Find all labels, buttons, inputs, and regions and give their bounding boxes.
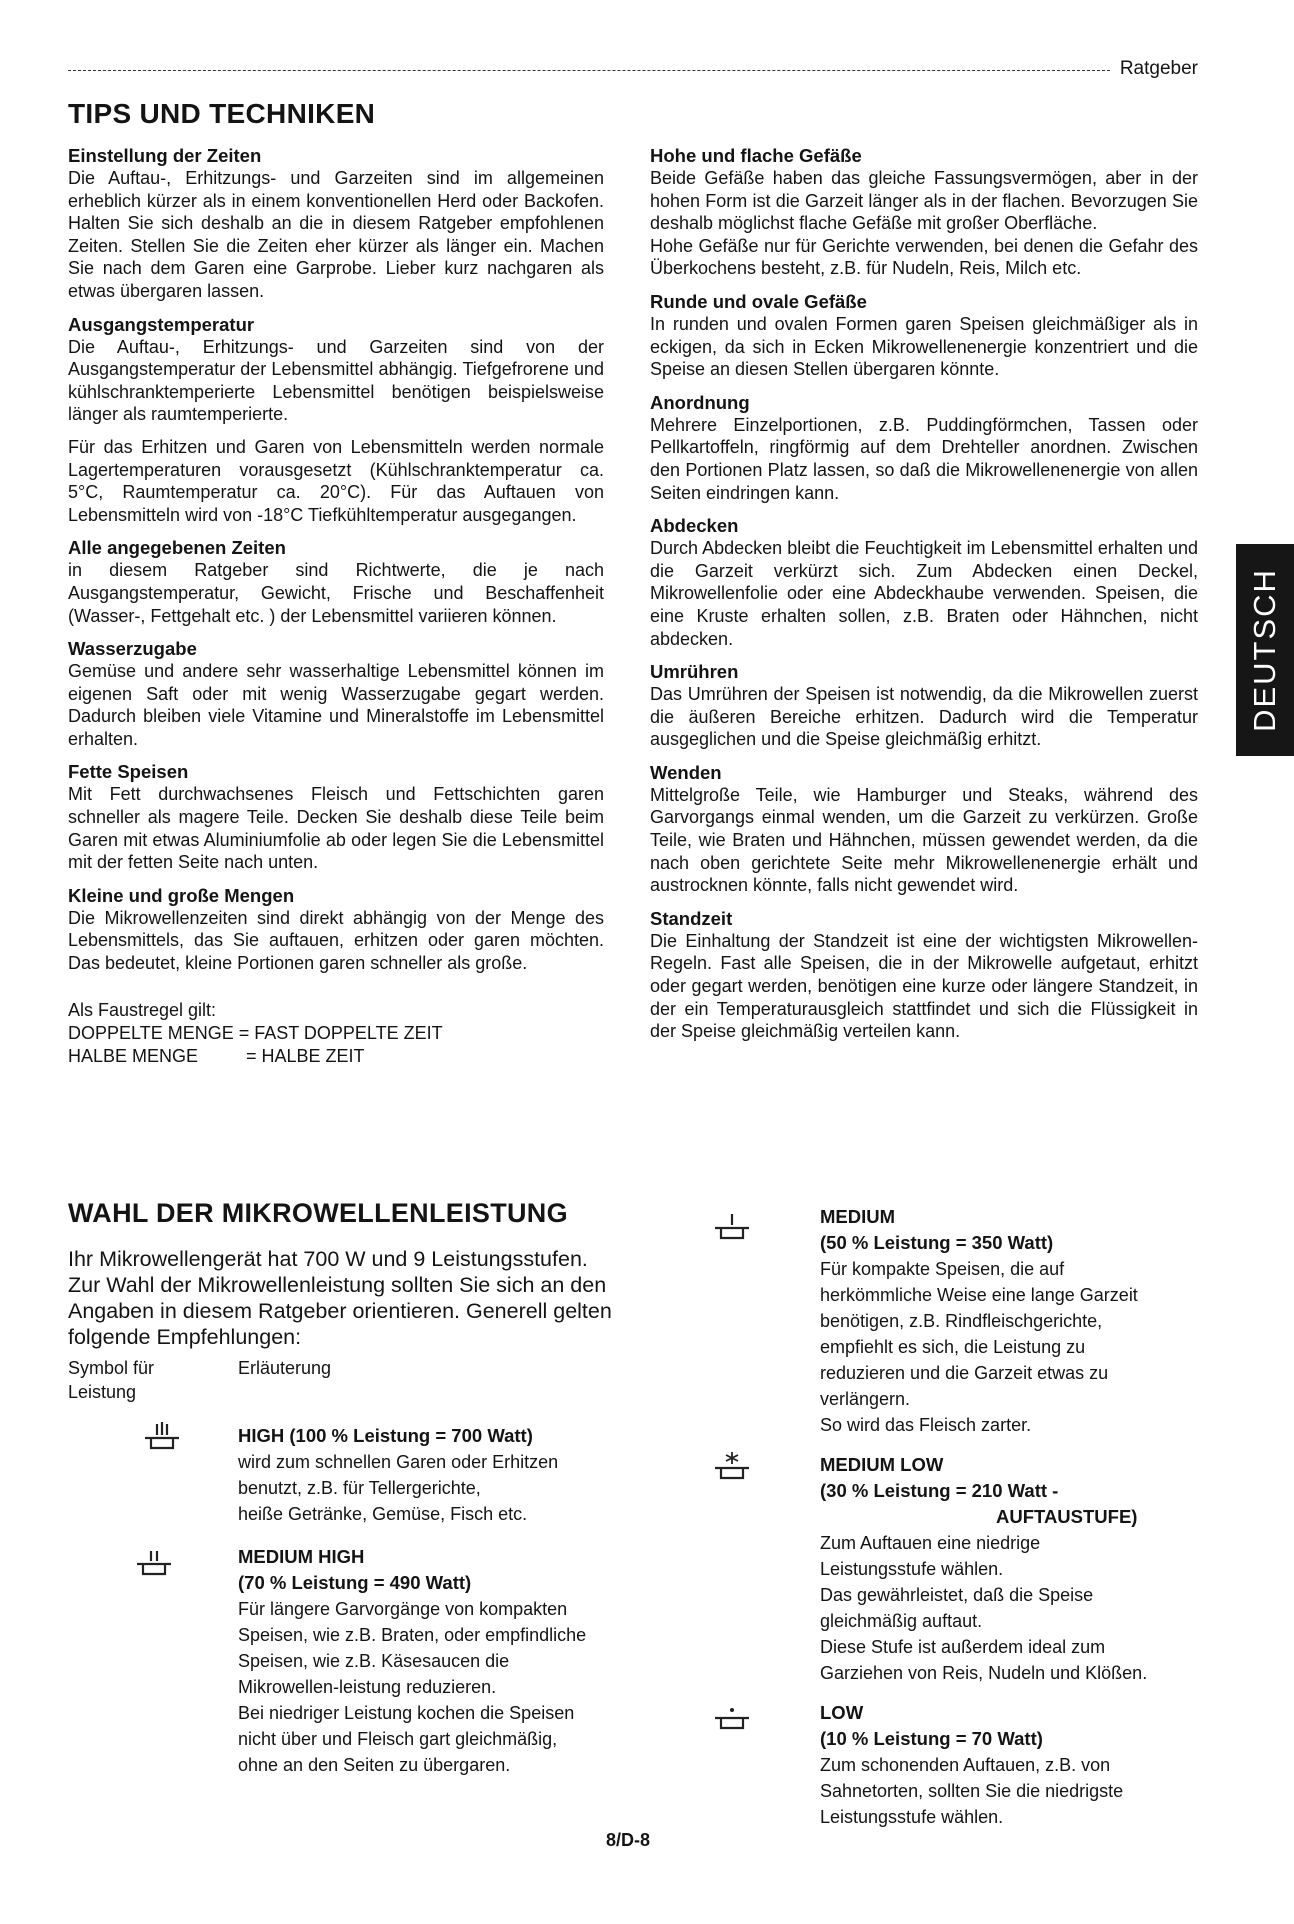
rule-intro: Als Faustregel gilt: <box>68 999 217 1020</box>
rule-line-left: HALBE MENGE <box>68 1045 199 1066</box>
tip-text: Die Auftau-, Erhitzungs- und Garzeiten sind von der Ausgangstemperatur der Lebensmittel abhängig. Tiefgefrorene und kühlschranktemperierte Lebensmittel benötigen beispielsweise länger als raumtemperierte. <box>68 336 604 425</box>
tip-heading: Umrühren <box>650 661 739 683</box>
level-title: HIGH (100 % Leistung = 700 Watt) <box>238 1425 533 1446</box>
tips-right-column <box>650 144 1198 1053</box>
language-tab <box>1236 544 1294 756</box>
level-line: So wird das Fleisch zarter. <box>820 1415 1032 1435</box>
tip-section <box>68 313 604 527</box>
tip-text: In runden und ovalen Formen garen Speisen gleichmäßiger als in eckigen, da sich in Ecken Mikrowellenenergie konzentriert und die Speise an diesen Stellen übergaren könnte. <box>650 313 1198 380</box>
tip-section <box>68 144 604 303</box>
power-level-medium <box>820 1204 1200 1438</box>
tip-heading: Hohe und flache Gefäße <box>650 145 862 166</box>
tip-heading: Wenden <box>650 761 722 783</box>
tip-text: Mit Fett durchwachsenes Fleisch und Fettschichten garen schneller als magere Teile. Decken Sie deshalb diese Teile beim Garen mit etwas Aluminiumfolie ab oder legen Sie die Lebensmittel mit der fetten Seite nach unten. <box>68 784 604 873</box>
defrost-power-icon <box>712 1448 752 1484</box>
power-level-high <box>238 1423 618 1527</box>
tip-text: Durch Abdecken bleibt die Feuchtigkeit im Lebensmittel erhalten und die Garzeit verkürzt sich. Zum Abdecken einen Deckel, Mikrowellenfolie oder eine Abdeckhaube verwenden. Speisen, die eine Kruste erhalten sollen, z.B. Braten oder Hähnchen, nicht abdecken. <box>650 538 1198 649</box>
tip-section <box>650 907 1198 1043</box>
tip-heading: Ausgangstemperatur <box>68 313 255 335</box>
header-rule <box>68 70 1110 71</box>
power-level-medium-high <box>238 1544 618 1778</box>
level-spec: (30 % Leistung = 210 Watt - <box>820 1480 1059 1501</box>
tip-section <box>650 761 1198 897</box>
level-line: verlängern. <box>820 1389 911 1409</box>
language-tab-label: DEUTSCH <box>1247 568 1282 732</box>
tip-text: Die Mikrowellenzeiten sind direkt abhängig von der Menge des Lebensmittels, das Sie auftauen, erhitzen oder garen möchten. Das bedeutet, kleine Portionen garen schneller als große. <box>68 907 604 974</box>
power-title: WAHL DER MIKROWELLENLEISTUNG <box>68 1198 568 1228</box>
power-level-medium-low <box>820 1452 1200 1686</box>
power-intro: Ihr Mikrowellengerät hat 700 W und 9 Leistungsstufen. Zur Wahl der Mikrowellenleistung sollten Sie sich an den Angaben in diesem Ratgeber orientieren. Generell gelten folgende Empfehlungen: <box>68 1247 612 1349</box>
rule-line-right: = HALBE ZEIT <box>246 1045 365 1066</box>
level-line: Zum schonenden Auftauen, z.B. von <box>820 1755 1111 1775</box>
tip-section <box>68 637 604 750</box>
tip-text: Hohe Gefäße nur für Gerichte verwenden, bei denen die Gefahr des Überkochens besteht, z.B. für Nudeln, Reis, Milch etc. <box>650 235 1198 279</box>
tip-heading: Runde und ovale Gefäße <box>650 290 867 312</box>
level-line: Speisen, wie z.B. Käsesaucen die <box>238 1651 510 1671</box>
level-line: herkömmliche Weise eine lange Garzeit <box>820 1285 1138 1305</box>
tips-left-column <box>68 144 604 1068</box>
tip-section <box>650 391 1198 504</box>
tip-text: in diesem Ratgeber sind Richtwerte, die je nach Ausgangstemperatur, Gewicht, Frische und Beschaffenheit (Wasser-, Fettgehalt etc. ) der Lebensmittel variieren können. <box>68 560 604 626</box>
tip-heading: Anordnung <box>650 391 750 413</box>
tip-text: Mittelgroße Teile, wie Hamburger und Steaks, während des Garvorgangs einmal wenden, um die Garzeit zu verkürzen. Große Teile, wie Braten und Hähnchen, müssen gewendet werden, da die nach oben gerichtete Seite mehr Mikrowellenenergie erhält und austrocknen könnte, falls nicht gewendet wird. <box>650 784 1198 896</box>
level-line: gleichmäßig auftaut. <box>820 1611 983 1631</box>
tip-section <box>650 290 1198 381</box>
tip-heading: Wasserzugabe <box>68 638 197 660</box>
tip-section <box>650 514 1198 650</box>
level-spec: (10 % Leistung = 70 Watt) <box>820 1728 1043 1749</box>
level-line: Diese Stufe ist außerdem ideal zum <box>820 1637 1106 1657</box>
level-line: Für längere Garvorgänge von kompakten <box>238 1599 568 1619</box>
section-label: Ratgeber <box>1119 58 1198 79</box>
tip-section <box>68 760 604 873</box>
tip-heading: Abdecken <box>650 515 739 537</box>
level-title: LOW <box>820 1702 864 1723</box>
tip-text: Für das Erhitzen und Garen von Lebensmitteln werden normale Lagertemperaturen vorausgesetzt (Kühlschranktemperatur ca. 5°C, Raumtemperatur ca. 20°C). Für das Auftauen von Lebensmitteln wird von -18°C Tiefkühltemperatur ausgegangen. <box>68 436 604 525</box>
level-line: Das gewährleistet, daß die Speise <box>820 1585 1094 1605</box>
rule-line: DOPPELTE MENGE = FAST DOPPELTE ZEIT <box>68 1022 443 1043</box>
high-power-icon <box>142 1418 182 1454</box>
tip-text: Die Einhaltung der Standzeit ist eine der wichtigsten Mikrowellen-Regeln. Fast alle Speisen, die in der Mikrowelle aufgetaut, erhitzt oder gegart werden, benötigen eine kurze oder längere Standzeit, in der ein Temperaturausgleich stattfindet und sich die Flüssigkeit in der Speise gleichmäßig verteilen kann. <box>650 930 1198 1042</box>
level-title: MEDIUM LOW <box>820 1454 944 1475</box>
level-line: Sahnetorten, sollten Sie die niedrigste <box>820 1781 1124 1801</box>
column-header-explanation: Erläuterung <box>238 1358 332 1378</box>
page-number: 8/D-8 <box>606 1830 651 1850</box>
tip-text: Das Umrühren der Speisen ist notwendig, da die Mikrowellen zuerst die äußeren Bereiche erhitzen. Dadurch wird die Temperatur ausgeglichen und die Speise gleichmäßig erhitzt. <box>650 684 1198 750</box>
level-title: MEDIUM HIGH <box>238 1546 365 1567</box>
low-power-icon <box>712 1698 752 1734</box>
power-level-low <box>820 1700 1200 1830</box>
level-line: Garziehen von Reis, Nudeln und Klößen. <box>820 1663 1148 1683</box>
tip-heading: Kleine und große Mengen <box>68 884 295 906</box>
level-line: benötigen, z.B. Rindfleischgerichte, <box>820 1311 1103 1331</box>
level-spec: (70 % Leistung = 490 Watt) <box>238 1572 472 1593</box>
level-line: Mikrowellen-leistung reduzieren. <box>238 1677 497 1697</box>
level-line: Speisen, wie z.B. Braten, oder empfindliche <box>238 1625 587 1645</box>
tip-section <box>68 884 604 975</box>
tip-text: Beide Gefäße haben das gleiche Fassungsvermögen, aber in der hohen Form ist die Garzeit länger als in der flachen. Bevorzugen Sie deshalb möglichst flache Gefäße mit großer Oberfläche. <box>650 168 1198 234</box>
tip-text: Die Auftau-, Erhitzungs- und Garzeiten sind im allgemeinen erheblich kürzer als in einem konventionellen Herd oder Backofen. Halten Sie sich deshalb an die in diesem Ratgeber empfohlenen Zeiten. Stellen Sie die Zeiten eher kürzer als länger ein. Machen Sie nach dem Garen eine Garprobe. Lieber kurz nachgaren als etwas übergaren lassen. <box>68 168 604 301</box>
tip-section <box>650 144 1198 280</box>
level-line: Für kompakte Speisen, die auf <box>820 1259 1065 1279</box>
level-line: benutzt, z.B. für Tellergerichte, <box>238 1478 481 1498</box>
level-line: empfiehlt es sich, die Leistung zu <box>820 1337 1086 1357</box>
level-title: MEDIUM <box>820 1206 896 1227</box>
medium-power-icon <box>712 1208 752 1244</box>
tip-heading: Einstellung der Zeiten <box>68 145 262 166</box>
level-spec: AUFTAUSTUFE) <box>996 1506 1138 1527</box>
level-spec: (50 % Leistung = 350 Watt) <box>820 1232 1054 1253</box>
level-line: reduzieren und die Garzeit etwas zu <box>820 1363 1109 1383</box>
tips-title: TIPS UND TECHNIKEN <box>68 98 376 129</box>
tip-heading: Alle angegebenen Zeiten <box>68 537 286 559</box>
level-line: Leistungsstufe wählen. <box>820 1559 1004 1579</box>
level-line: Leistungsstufe wählen. <box>820 1807 1004 1827</box>
level-line: Bei niedriger Leistung kochen die Speisen <box>238 1703 575 1723</box>
level-line: Zum Auftauen eine niedrige <box>820 1533 1041 1553</box>
tip-heading: Fette Speisen <box>68 761 189 783</box>
tip-text: Gemüse und andere sehr wasserhaltige Lebensmittel können im eigenen Saft oder mit wenig Wasserzugabe gegart werden. Dadurch bleiben viele Vitamine und Mineralstoffe im Lebensmittel erhalten. <box>68 661 604 749</box>
rule-line <box>68 1045 604 1068</box>
level-line: heiße Getränke, Gemüse, Fisch etc. <box>238 1504 528 1524</box>
tip-section <box>68 536 604 627</box>
tip-section <box>650 660 1198 751</box>
level-line: wird zum schnellen Garen oder Erhitzen <box>238 1452 559 1472</box>
tip-heading: Standzeit <box>650 907 733 929</box>
level-line: ohne an den Seiten zu übergaren. <box>238 1755 511 1775</box>
tip-text: Mehrere Einzelportionen, z.B. Puddingförmchen, Tassen oder Pellkartoffeln, ringförmig auf dem Drehteller anordnen. Zwischen den Portionen Platz lassen, so daß die Mikrowellenenergie von allen Seiten eindringen kann. <box>650 414 1198 503</box>
medium-high-power-icon <box>134 1544 174 1580</box>
rule-of-thumb <box>68 999 604 1068</box>
level-line: nicht über und Fleisch gart gleichmäßig, <box>238 1729 558 1749</box>
column-header-symbol: Symbol für Leistung <box>68 1358 155 1402</box>
